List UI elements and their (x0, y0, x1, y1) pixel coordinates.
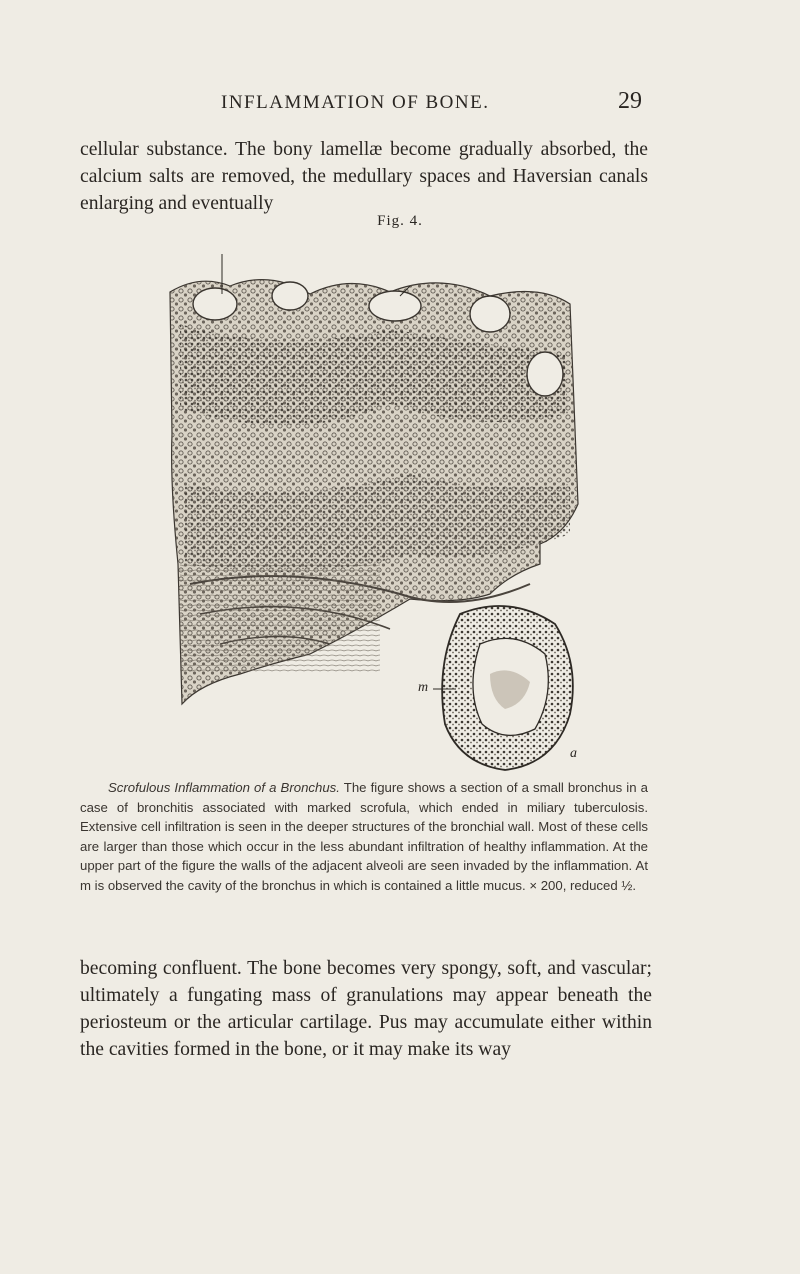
bronchus-section-engraving (160, 234, 584, 772)
figure-marker-a: a (570, 746, 577, 761)
page-header (0, 88, 800, 122)
figure-caption (80, 778, 648, 896)
paragraph-bottom: becoming confluent. The bone becomes very spongy, soft, and vascular; ultimately a fungating mass of granulations may appear beneath the periosteum or the articular cartilage. Pus may accumulate either within the cavities formed in the bone, or it may make its way (80, 958, 652, 1060)
running-title: INFLAMMATION OF BONE. (221, 92, 490, 113)
figure-label: Fig. 4. (377, 213, 423, 229)
paragraph-top: cellular substance. The bony lamellæ become gradually absorbed, the calcium salts are removed, the medullary spaces and Haversian canals enlarging and eventually (80, 139, 648, 214)
figure-marker-m: m (418, 680, 429, 695)
histology-figure (160, 234, 584, 772)
caption-body: The figure shows a section of a small bronchus in a case of bronchitis associated with marked scrofula, which ended in miliary tuberculosis. Extensive cell infiltration is seen in the deeper structures of the bronchial wall. Most of these cells are larger than those which occur in the less abundant infiltration of healthy inflammation. At the upper part of the figure the walls of the adjacent alveoli are seen invaded by the inflammation. At m is observed the cavity of the bronchus in which is contained a little mucus. × 200, reduced ½. (80, 780, 648, 893)
caption-title: Scrofulous Inflammation of a Bronchus. (108, 780, 340, 795)
page-number: 29 (618, 88, 642, 114)
